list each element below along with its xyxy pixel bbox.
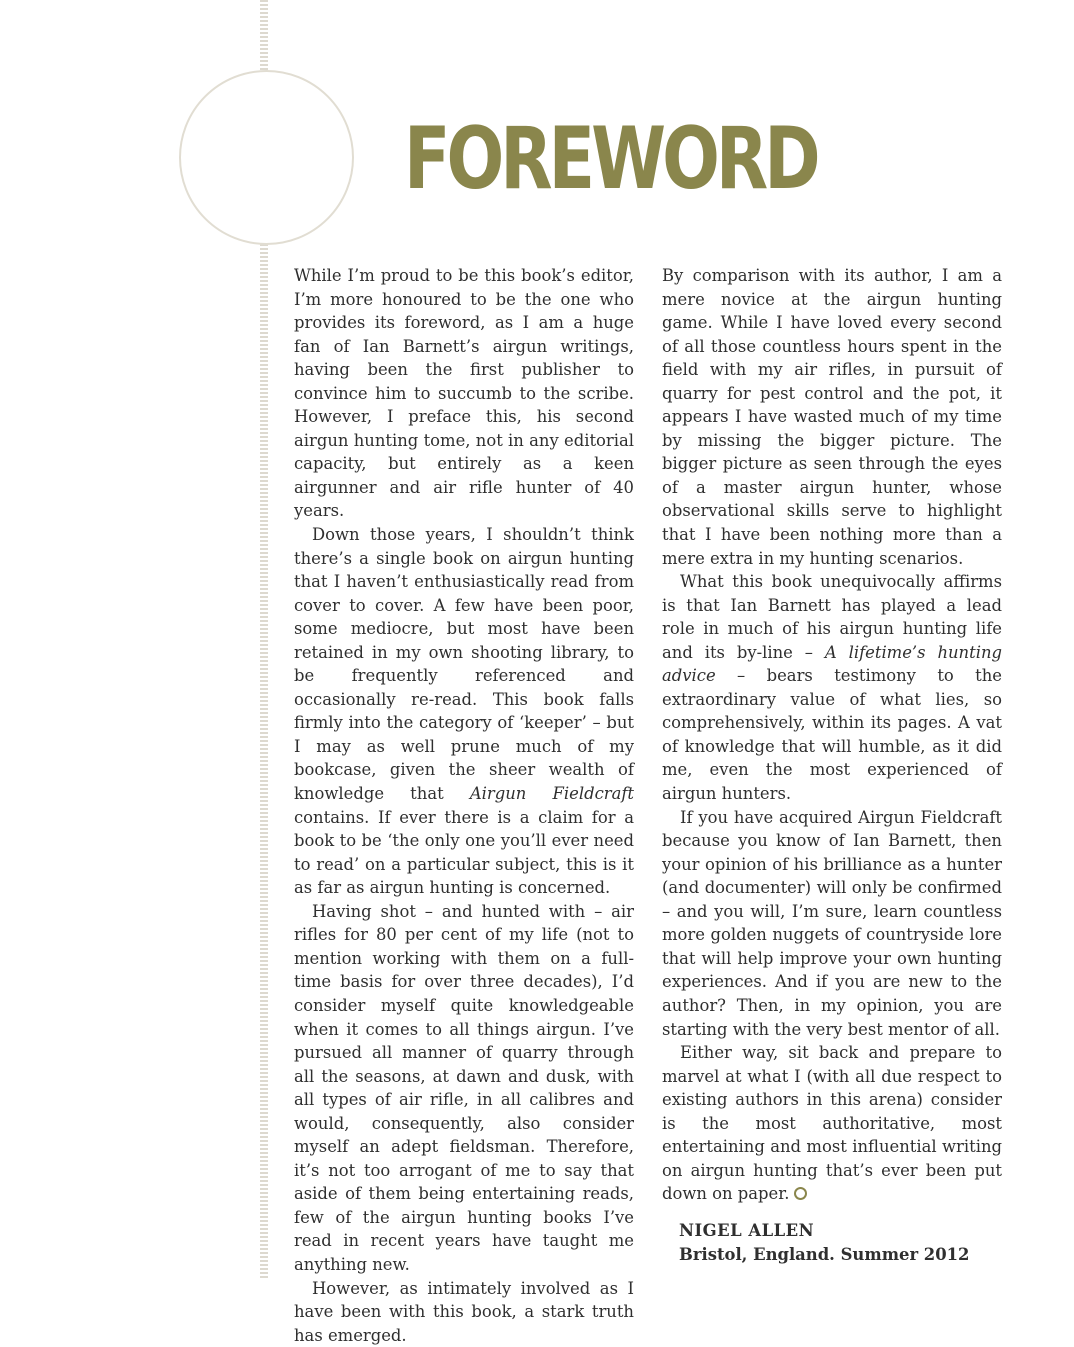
paragraph: If you have acquired Airgun Fieldcraft because you know of Ian Barnett, then your opinion of his brilliance as a hunter (and documenter) will only be confirmed – and you will, I’m sure, learn countless more golden nuggets of countryside lore that will help improve your own hunting experiences. And if you are new to the author? Then, in my opinion, you are starting with the very best mentor of all. — [662, 807, 1002, 1039]
right-column — [662, 264, 1002, 1267]
paragraph: Either way, sit back and prepare to marvel at what I (with all due respect to existing authors in this arena) consider is the most authoritative, most entertaining and most influential writing on airgun hunting that’s ever been put down on paper. — [662, 1043, 1002, 1204]
paragraph: Down those years, I shouldn’t think there’s a single book on airgun hunting that I haven’t enthusiastically read from cover to cover. A few have been poor, some mediocre, but most have been retained in my own shooting library, to be frequently referenced and occasionally re-read. This book falls firmly into the category of ‘keeper’ – but I may as well prune much of my bookcase, given the sheer wealth of knowledge that Airgun Fieldcraft contains. If ever there is a claim for a book to be ‘the only one you’ll ever need to read’ on a particular subject, this is it as far as airgun hunting is concerned. — [294, 525, 635, 898]
author-name: NIGEL ALLEN — [679, 1220, 815, 1240]
place-date: Bristol, England. Summer 2012 — [679, 1244, 970, 1264]
signature — [662, 1219, 1002, 1267]
book-title: Airgun Fieldcraft — [469, 784, 635, 804]
page-title: FOREWORD — [404, 109, 817, 209]
end-mark-icon — [794, 1187, 807, 1200]
book-byline: A lifetime’s hunting advice — [662, 642, 1002, 686]
paragraph: While I’m proud to be this book’s editor, I’m more honoured to be the one who provides its foreword, as I am a huge fan of Ian Barnett’s airgun writings, having been the first publisher to convince him to succumb to the scribe. However, I preface this, his second airgun hunting tome, not in any editorial capacity, but entirely as a keen airgunner and air rifle hunter of 40 years. — [294, 266, 634, 521]
paragraph: However, as intimately involved as I have been with this book, a stark truth has emerged. — [294, 1278, 634, 1345]
left-column — [294, 264, 634, 1347]
paragraph: What this book unequivocally affirms is that Ian Barnett has played a lead role in much of his airgun hunting life and its by-line – A lifetime’s hunting advice – bears testimony to the extraordinary value of what lies, so comprehensively, within its pages. A vat of knowledge that will humble, as it did me, even the most experienced of airgun hunters. — [662, 572, 1002, 804]
paragraph: Having shot – and hunted with – air rifles for 80 per cent of my life (not to mention working with them on a full-time basis for over three decades), I’d consider myself quite knowledgeable when it comes to all things airgun. I’ve pursued all manner of quarry through all the seasons, at dawn and dusk, with all types of air rifle, in all calibres and would, consequently, also consider myself an adept fieldsman. Therefore, it’s not too arrogant of me to say that aside of them being entertaining reads, few of the airgun hunting books I’ve read in recent years have taught me anything new. — [294, 901, 634, 1274]
circle-ornament — [179, 70, 354, 245]
paragraph: By comparison with its author, I am a mere novice at the airgun hunting game. While I have loved every second of all those countless hours spent in the field with my air rifles, in pursuit of quarry for pest control and the pot, it appears I have wasted much of my time by missing the bigger picture. The bigger picture as seen through the eyes of a master airgun hunter, whose observational skills serve to highlight that I have been nothing more than a mere extra in my hunting scenarios. — [662, 266, 1002, 568]
